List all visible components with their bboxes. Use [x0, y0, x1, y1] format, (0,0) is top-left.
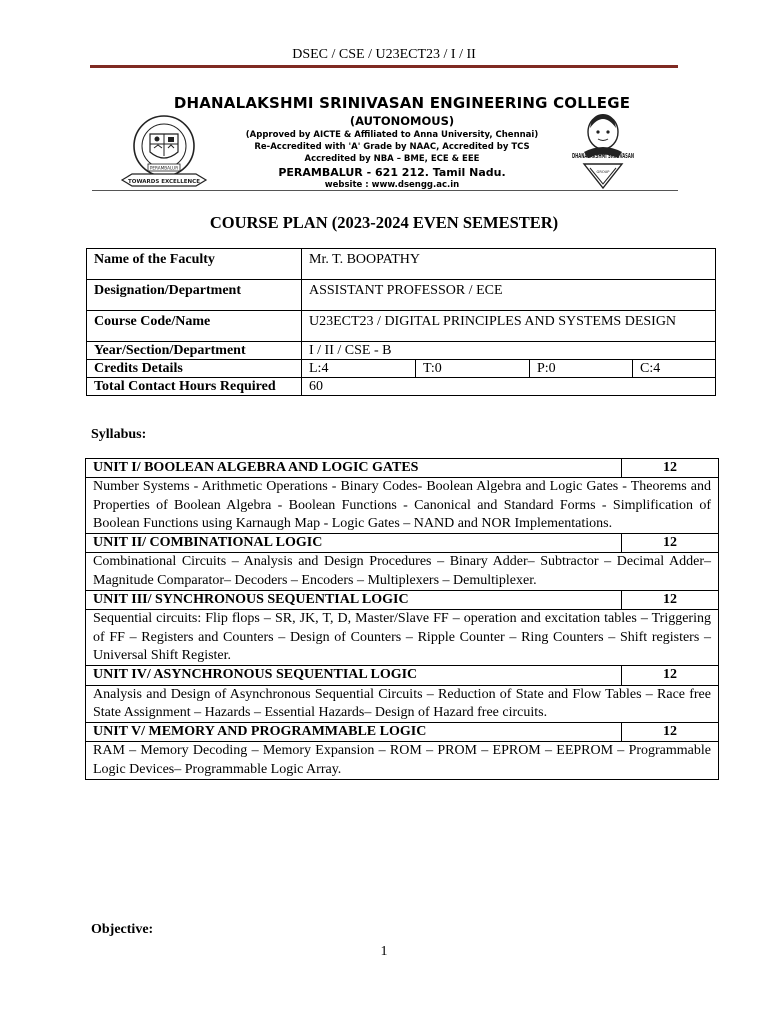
- college-address: PERAMBALUR - 621 212. Tamil Nadu.: [278, 166, 506, 179]
- course-value: U23ECT23 / DIGITAL PRINCIPLES AND SYSTEMS DESIGN: [302, 311, 716, 342]
- unit-content: Analysis and Design of Asynchronous Sequential Circuits – Reduction of State and Flow Tables – Race free State Assignment – Hazards – Essential Hazards– Design of Hazard free circuits.: [86, 685, 719, 723]
- unit-content: Combinational Circuits – Analysis and Design Procedures – Binary Adder– Subtractor – Decimal Adder– Magnitude Comparator– Decoders – Encoders – Multiplexers – Demultiplexer.: [86, 553, 719, 591]
- nba-line: Accredited by NBA – BME, ECE & EEE: [304, 154, 480, 164]
- unit-content-row: [86, 478, 719, 534]
- credits-lecture: L:4: [302, 360, 416, 378]
- document-title: COURSE PLAN (2023-2024 EVEN SEMESTER): [209, 213, 559, 232]
- unit-hours: 12: [622, 459, 719, 478]
- unit-hours: 12: [622, 534, 719, 553]
- year-row: [87, 342, 716, 360]
- approval-line: (Approved by AICTE & Affiliated to Anna University, Chennai): [245, 130, 539, 140]
- unit-content-row: [86, 685, 719, 723]
- college-name: DHANALAKSHMI SRINIVASAN ENGINEERING COLLEGE: [173, 94, 631, 112]
- group-logo: [562, 106, 644, 190]
- hours-row: [87, 378, 716, 396]
- college-website: website : www.dsengg.ac.in: [324, 180, 460, 190]
- unit-content-row: [86, 742, 719, 780]
- credits-label: Credits Details: [87, 360, 302, 378]
- credits-total: C:4: [633, 360, 716, 378]
- running-header: DSEC / CSE / U23ECT23 / I / II: [292, 47, 476, 62]
- header-rule: [90, 65, 678, 68]
- faculty-row: [87, 249, 716, 280]
- college-letterhead: [92, 88, 678, 192]
- credits-practical: P:0: [530, 360, 633, 378]
- designation-label: Designation/Department: [87, 280, 302, 311]
- unit-content: Sequential circuits: Flip flops – SR, JK, T, D, Master/Slave FF – operation and excitation tables – Triggering of FF – Registers and Counters – Design of Counters – Ripple Counter – Ring Counters – Shift registers – Universal Shift Register.: [86, 610, 719, 666]
- accreditation-line: Re-Accredited with 'A' Grade by NAAC, Accredited by TCS: [254, 142, 530, 152]
- unit-header-row: [86, 591, 719, 610]
- unit-content-row: [86, 553, 719, 591]
- unit-header-row: [86, 459, 719, 478]
- unit-hours: 12: [622, 666, 719, 685]
- letterhead-underline: [92, 190, 678, 191]
- course-label: Course Code/Name: [87, 311, 302, 342]
- faculty-value: Mr. T. BOOPATHY: [302, 249, 716, 280]
- unit-header-row: [86, 723, 719, 742]
- unit-title: UNIT II/ COMBINATIONAL LOGIC: [86, 534, 622, 553]
- unit-title: UNIT III/ SYNCHRONOUS SEQUENTIAL LOGIC: [86, 591, 622, 610]
- course-info-table: [86, 248, 716, 396]
- group-logo-name: DHANALAKSHMI SRINIVASAN: [572, 152, 635, 160]
- credits-tutorial: T:0: [416, 360, 530, 378]
- unit-title: UNIT I/ BOOLEAN ALGEBRA AND LOGIC GATES: [86, 459, 622, 478]
- unit-content: Number Systems - Arithmetic Operations - Binary Codes- Boolean Algebra and Logic Gates - Theorems and Properties of Boolean Algebra - Boolean Functions - Canonical and Standard Forms - Simplification of Boolean Functions using Karnaugh Map - Logic Gates – NAND and NOR Implementations.: [86, 478, 719, 534]
- unit-hours: 12: [622, 591, 719, 610]
- unit-title: UNIT V/ MEMORY AND PROGRAMMABLE LOGIC: [86, 723, 622, 742]
- unit-hours: 12: [622, 723, 719, 742]
- page-number: 1: [380, 944, 388, 959]
- faculty-label: Name of the Faculty: [87, 249, 302, 280]
- designation-value: ASSISTANT PROFESSOR / ECE: [302, 280, 716, 311]
- autonomous-status: (AUTONOMOUS): [349, 114, 455, 128]
- unit-content: RAM – Memory Decoding – Memory Expansion – ROM – PROM – EPROM – EEPROM – Programmable Logic Devices– Programmable Logic Array.: [86, 742, 719, 780]
- hours-label: Total Contact Hours Required: [87, 378, 302, 396]
- designation-row: [87, 280, 716, 311]
- year-value: I / II / CSE - B: [302, 342, 716, 360]
- syllabus-table: [85, 458, 719, 780]
- unit-title: UNIT IV/ ASYNCHRONOUS SEQUENTIAL LOGIC: [86, 666, 622, 685]
- year-label: Year/Section/Department: [87, 342, 302, 360]
- course-row: [87, 311, 716, 342]
- credits-row: [87, 360, 716, 378]
- unit-header-row: [86, 666, 719, 685]
- unit-header-row: [86, 534, 719, 553]
- objective-heading: Objective:: [91, 922, 154, 937]
- crest-motto: TOWARDS EXCELLENCE: [128, 179, 200, 185]
- group-logo-sub: GROUP: [596, 170, 610, 174]
- unit-content-row: [86, 610, 719, 666]
- hours-value: 60: [302, 378, 716, 396]
- syllabus-heading: Syllabus:: [91, 427, 147, 442]
- crest-place: PERAMBALUR: [149, 165, 179, 171]
